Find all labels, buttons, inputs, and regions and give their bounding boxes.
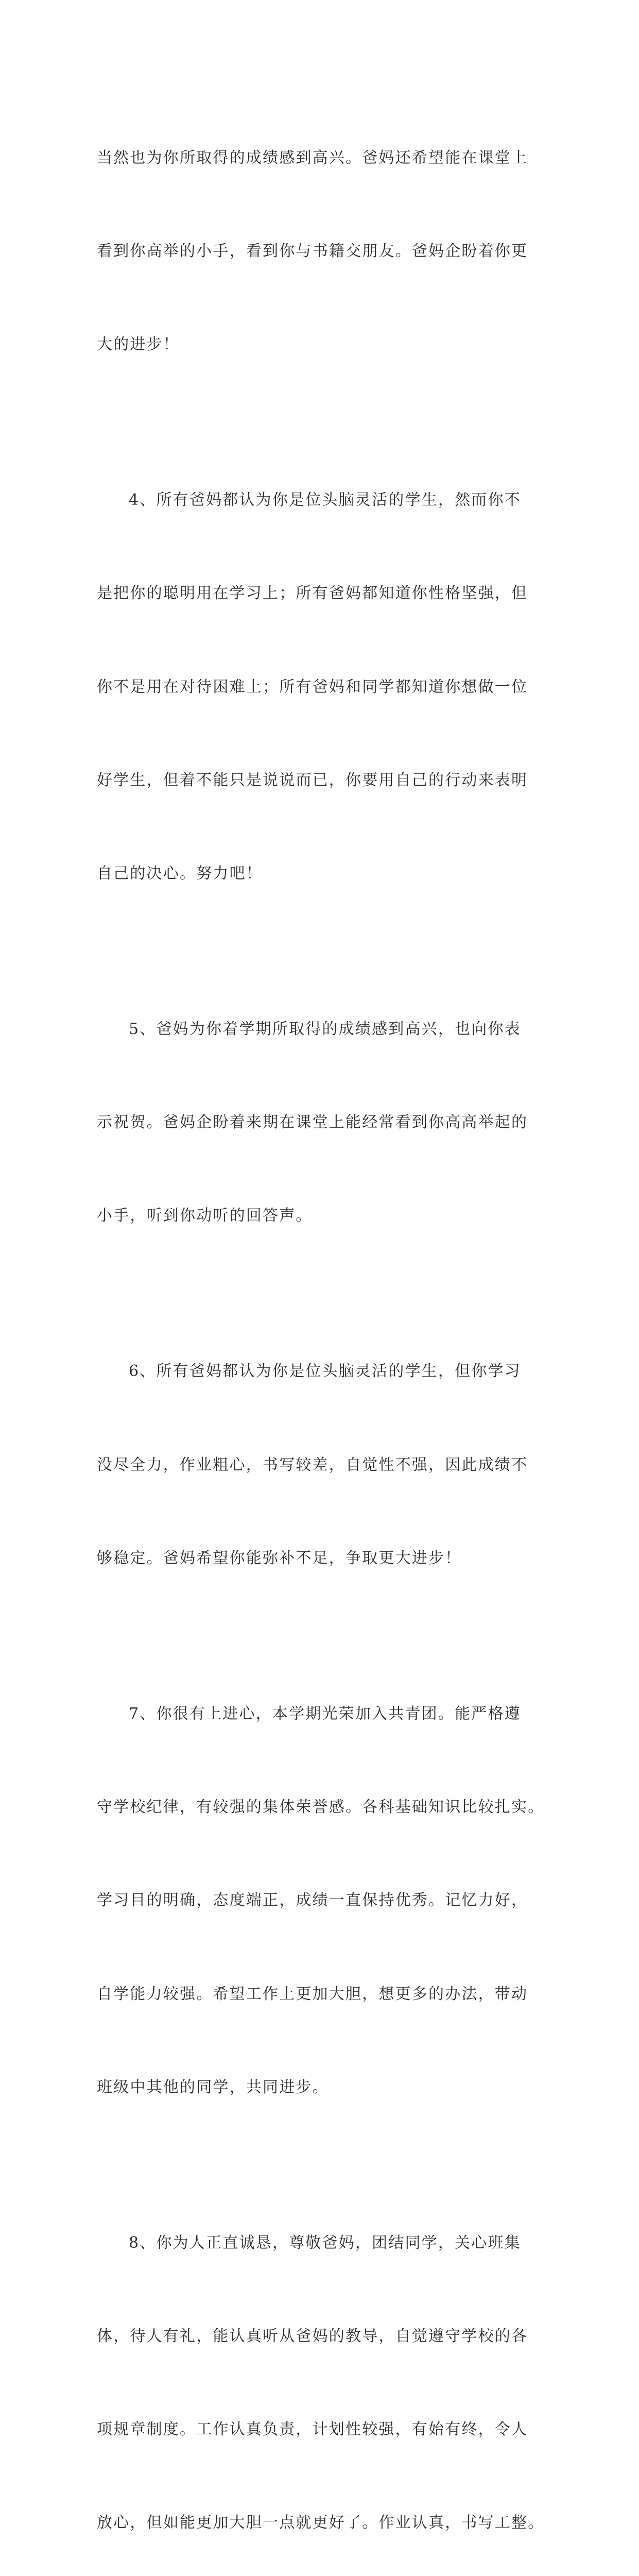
text-line: 放心，但如能更加大胆一点就更好了。作业认真，书写工整。: [97, 2514, 545, 2532]
paragraph-4: [97, 1294, 550, 1636]
text-line: 是把你的聪明用在学习上；所有爸妈都知道你性格坚强，但: [97, 584, 528, 603]
text-line: 守学校纪律，有较强的集体荣誉感。各科基础知识比较扎实。: [97, 1798, 545, 1817]
text-line: 当然也为你所取得的成绩感到高兴。爸妈还希望能在课堂上: [97, 148, 528, 167]
text-line: 体，待人有礼，能认真听从爸妈的教导，自觉遵守学校的各: [97, 2327, 528, 2345]
text-line: 好学生，但着不能只是说说而已，你要用自己的行动来表明: [97, 771, 528, 789]
text-line: 小手，听到你动听的回答声。: [97, 1207, 313, 1225]
text-line: 够稳定。爸妈希望你能弥补不足，争取更大进步！: [97, 1549, 462, 1567]
text-line: 6、所有爸妈都认为你是位头脑灵活的学生，但你学习: [129, 1362, 521, 1381]
text-line: 没尽全力，作业粗心，书写较差，自觉性不强，因此成绩不: [97, 1455, 528, 1474]
paragraph-2: [97, 422, 550, 952]
document-body: [97, 80, 550, 2576]
text-line: 4、所有爸妈都认为你是位头脑灵活的学生，然而你不: [129, 491, 521, 510]
paragraph-6: [97, 2165, 550, 2576]
text-line: 项规章制度。工作认真负责，计划性较强，有始有终，令人: [97, 2420, 528, 2439]
text-line: 自学能力较强。希望工作上更加大胆，想更多的办法，带动: [97, 1985, 528, 2003]
text-line: 8、你为人正直诚恳，尊敬爸妈，团结同学，关心班集: [129, 2233, 521, 2252]
text-line: 5、爸妈为你着学期所取得的成绩感到高兴，也向你表: [129, 1020, 521, 1039]
text-line: 大的进步！: [97, 335, 180, 354]
paragraph-5: [97, 1636, 550, 2165]
paragraph-1: [97, 80, 550, 422]
text-line: 示祝贺。爸妈企盼着来期在课堂上能经常看到你高高举起的: [97, 1113, 528, 1132]
text-line: 自己的决心。努力吧！: [97, 865, 263, 883]
text-line: 班级中其他的同学，共同进步。: [97, 2078, 329, 2096]
text-line: 7、你很有上进心，本学期光荣加入共青团。能严格遵: [129, 1704, 521, 1723]
paragraph-3: [97, 952, 550, 1294]
text-line: 学习目的明确，态度端正，成绩一直保持优秀。记忆力好，: [97, 1891, 528, 1910]
text-line: 看到你高举的小手，看到你与书籍交朋友。爸妈企盼着你更: [97, 242, 528, 261]
text-line: 你不是用在对待困难上；所有爸妈和同学都知道你想做一位: [97, 677, 528, 696]
